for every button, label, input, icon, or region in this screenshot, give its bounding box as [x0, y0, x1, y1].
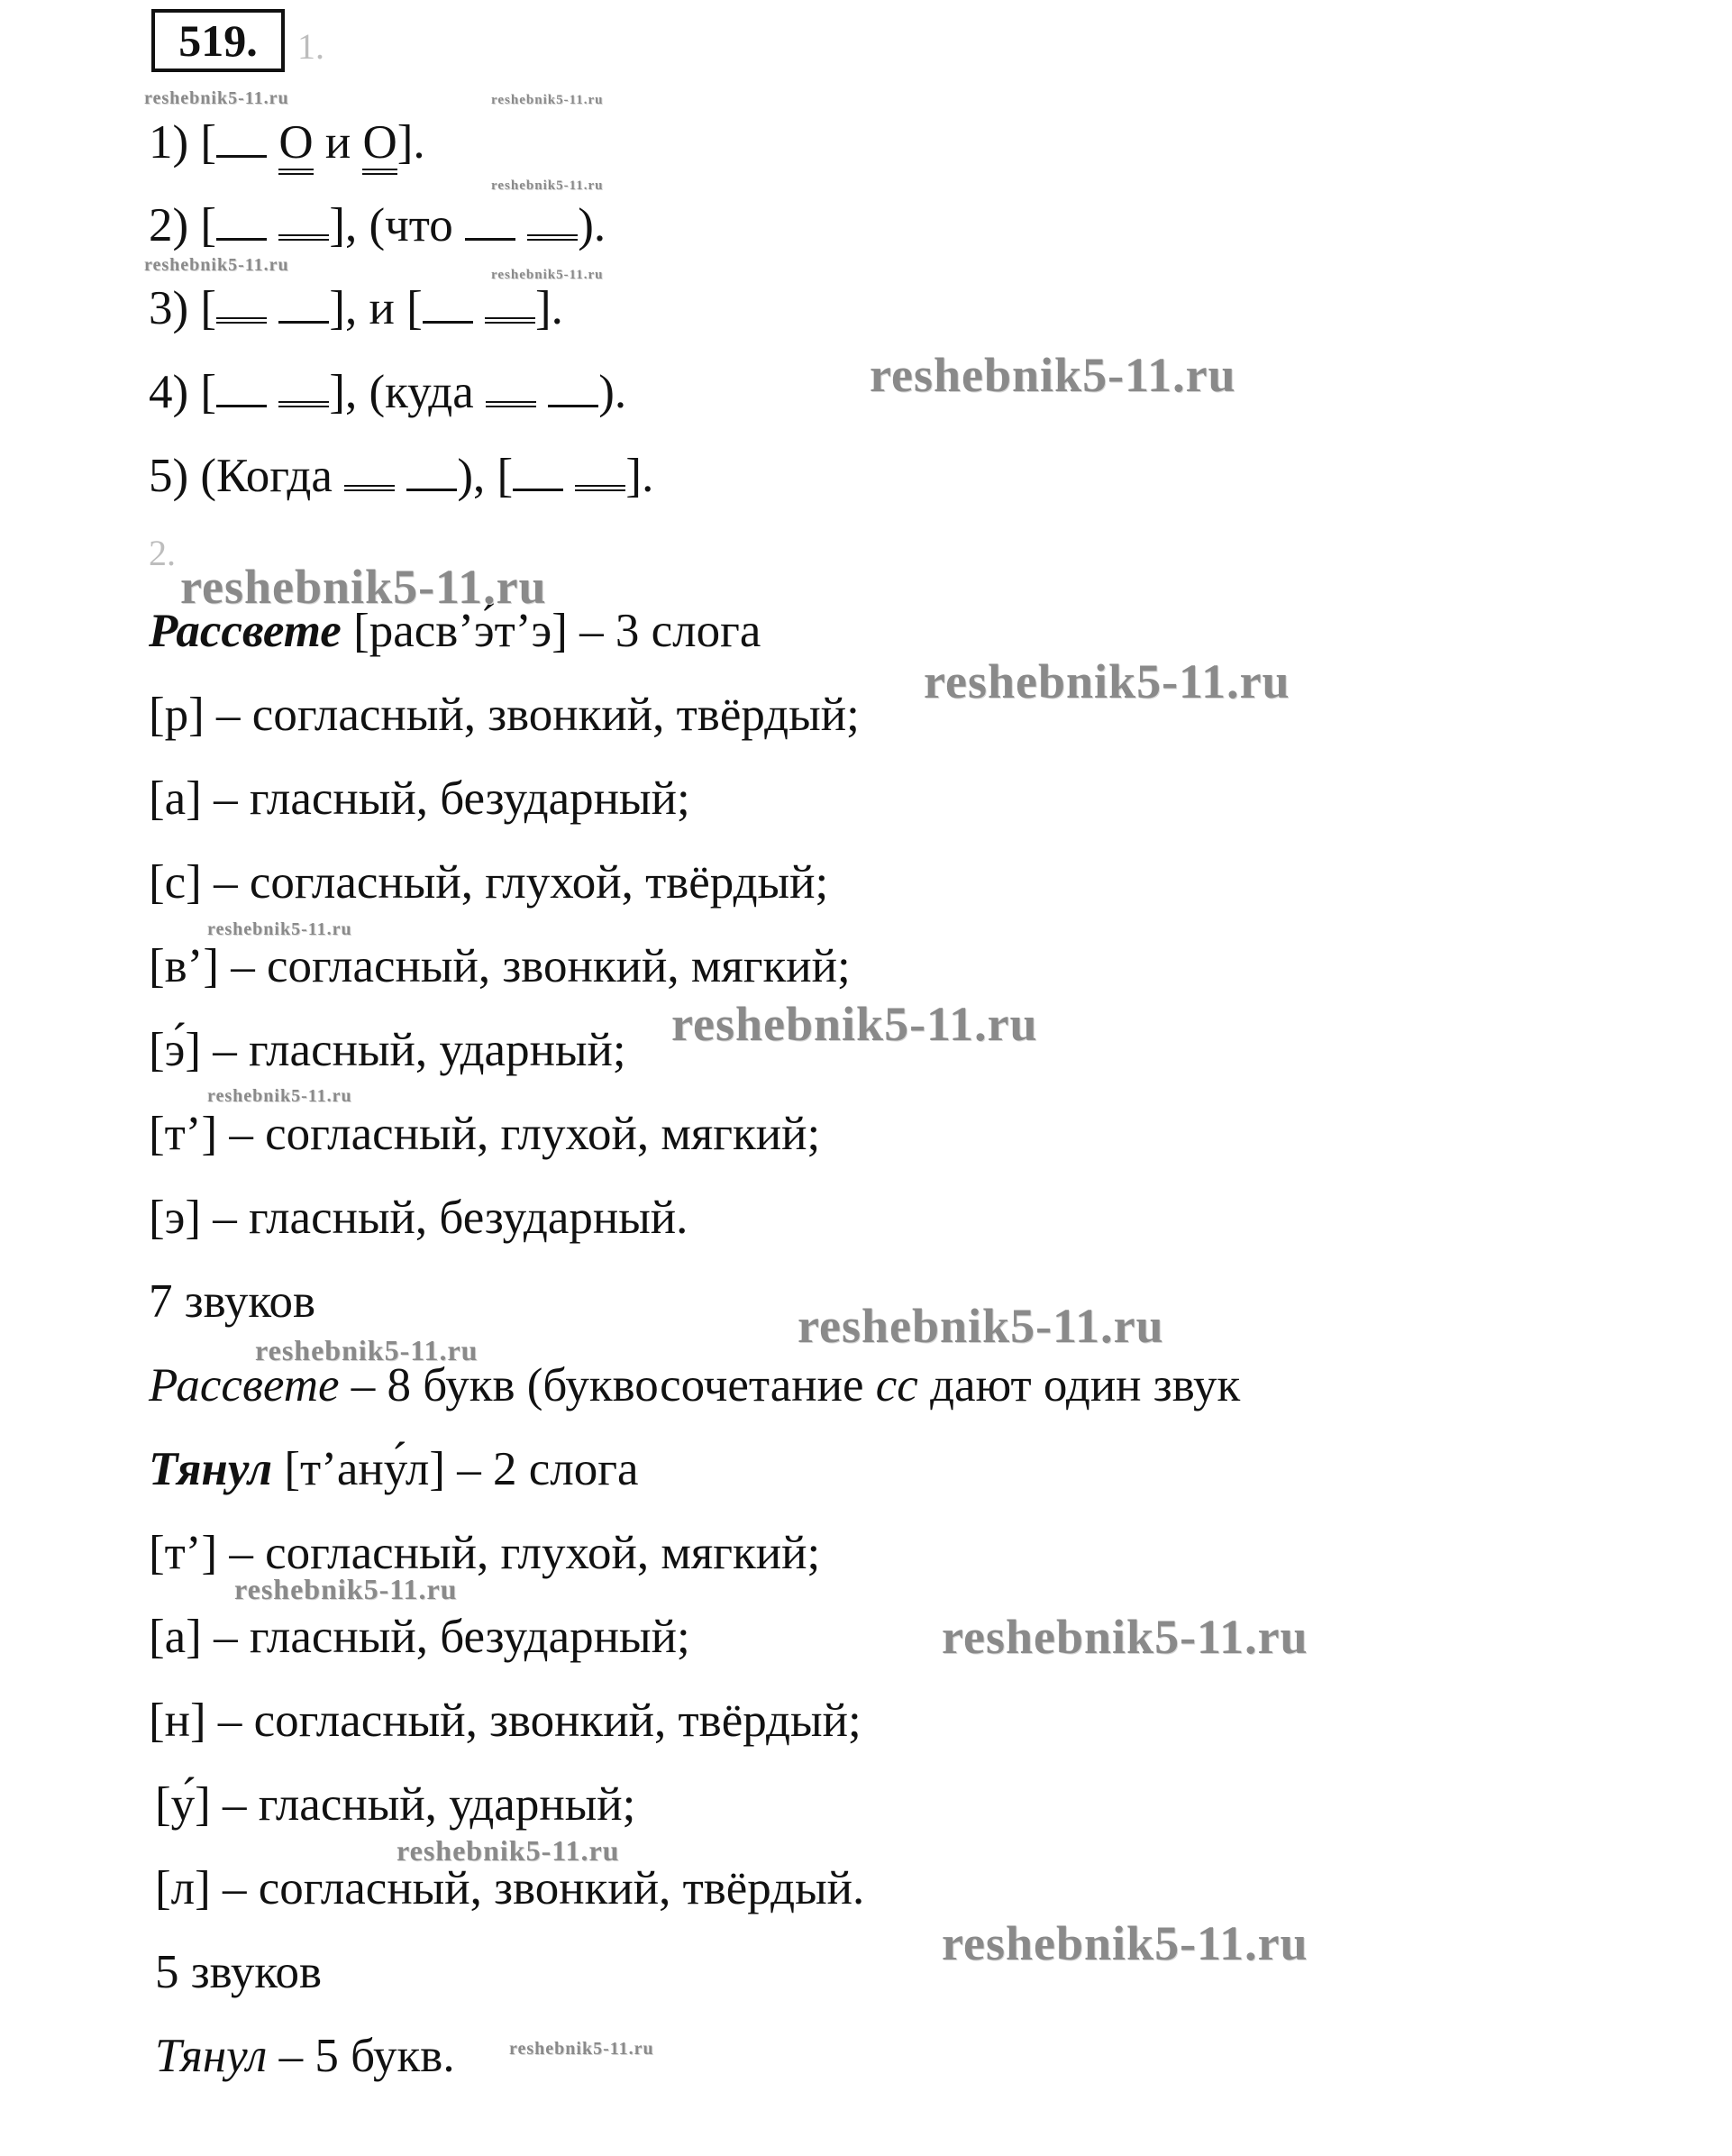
word1-sound-7: [э] – гласный, безударный. — [149, 1192, 688, 1244]
watermark: reshebnik5-11.ru — [671, 997, 1038, 1051]
watermark: reshebnik5-11.ru — [397, 1834, 620, 1867]
watermark: reshebnik5-11.ru — [509, 2039, 654, 2059]
watermark: reshebnik5-11.ru — [207, 919, 352, 939]
subject-line — [465, 204, 515, 241]
watermark: reshebnik5-11.ru — [942, 1610, 1308, 1664]
scheme-4-mid: ], (куда — [329, 366, 487, 418]
task-number-box: 519. — [151, 9, 285, 72]
scheme-1-open: 1) [ — [149, 116, 217, 169]
predicate-line — [344, 451, 395, 491]
word1-sound-count: 7 звуков — [149, 1275, 315, 1328]
scheme-5-open: 5) (Когда — [149, 450, 345, 502]
predicate-line — [527, 200, 578, 241]
homogeneous-predicate-1: О — [278, 116, 313, 175]
word1-sound-1: [р] – согласный, звонкий, твёрдый; — [149, 689, 860, 741]
scheme-4-close: ). — [598, 366, 627, 418]
word1-sound-6: [т’] – согласный, глухой, мягкий; — [149, 1108, 821, 1160]
scheme-2-close: ). — [578, 199, 606, 251]
word2-sound-3: [н] – согласный, звонкий, твёрдый; — [149, 1695, 861, 1747]
word1-title: Рассвете — [149, 605, 342, 657]
scheme-3-mid: ], и [ — [329, 282, 423, 334]
word1-transcription: [расв’э́т’э] – 3 слога — [341, 605, 761, 657]
word1-letters-mid: – 8 букв (буквосочетание — [339, 1359, 876, 1411]
scheme-1-and: и — [313, 116, 363, 169]
word1-sound-5: [э́] – гласный, ударный; — [149, 1024, 626, 1076]
scheme-3-open: 3) [ — [149, 282, 217, 334]
watermark: reshebnik5-11.ru — [491, 93, 604, 107]
watermark: reshebnik5-11.ru — [491, 268, 604, 282]
watermark: reshebnik5-11.ru — [942, 1916, 1308, 1970]
word1-letters-word: Рассвете — [149, 1359, 340, 1411]
word2-sound-5: [л] – согласный, звонкий, твёрдый. — [155, 1862, 865, 1914]
scheme-1 — [149, 115, 425, 169]
scheme-5 — [149, 449, 653, 503]
watermark: reshebnik5-11.ru — [798, 1299, 1164, 1353]
subject-line — [548, 370, 598, 407]
predicate-line — [216, 283, 267, 324]
word2-sound-1: [т’] – согласный, глухой, мягкий; — [149, 1527, 821, 1579]
word1-sound-3: [с] – согласный, глухой, твёрдый; — [149, 856, 829, 909]
scheme-3 — [149, 281, 563, 335]
word2-sound-4: [у́] – гласный, ударный; — [155, 1778, 636, 1831]
scheme-4 — [149, 365, 626, 419]
predicate-line — [575, 451, 625, 491]
word2-heading — [149, 1442, 639, 1496]
watermark: reshebnik5-11.ru — [870, 348, 1236, 402]
homogeneous-predicate-2: О — [362, 116, 397, 175]
scheme-1-close: ]. — [397, 116, 425, 169]
predicate-line — [278, 200, 329, 241]
word1-sound-2: [а] – гласный, безударный; — [149, 772, 690, 825]
watermark: reshebnik5-11.ru — [234, 1573, 458, 1605]
word2-letters-end: – 5 букв. — [267, 2030, 455, 2082]
predicate-line — [278, 367, 329, 407]
predicate-line — [486, 367, 536, 407]
watermark: reshebnik5-11.ru — [255, 1334, 479, 1366]
subject-line — [216, 204, 267, 241]
scheme-2 — [149, 198, 606, 252]
word2-sound-count: 5 звуков — [155, 1946, 322, 1998]
watermark: reshebnik5-11.ru — [180, 560, 547, 614]
word2-sound-2: [а] – гласный, безударный; — [149, 1611, 690, 1663]
part1-label: 1. — [297, 26, 324, 67]
word1-letters-end: дают один звук — [917, 1359, 1241, 1411]
word1-letters-cc: сс — [875, 1359, 918, 1411]
subject-line — [216, 370, 267, 407]
scheme-3-close: ]. — [534, 282, 563, 334]
watermark: reshebnik5-11.ru — [207, 1086, 352, 1106]
subject-line — [278, 287, 329, 324]
word2-letters — [155, 2029, 455, 2083]
scheme-4-open: 4) [ — [149, 366, 217, 418]
scheme-2-mid: ], (что — [329, 199, 465, 251]
watermark: reshebnik5-11.ru — [144, 88, 289, 108]
watermark: reshebnik5-11.ru — [924, 654, 1290, 708]
watermark: reshebnik5-11.ru — [144, 255, 289, 275]
predicate-line — [485, 283, 535, 324]
part2-label: 2. — [149, 533, 176, 573]
subject-line — [216, 121, 267, 158]
subject-line — [423, 287, 473, 324]
word1-sound-4: [в’] – согласный, звонкий, мягкий; — [149, 940, 851, 992]
word2-letters-word: Тянул — [155, 2030, 268, 2082]
scheme-5-close: ]. — [625, 450, 654, 502]
scheme-2-open: 2) [ — [149, 199, 217, 251]
subject-line — [513, 454, 563, 491]
word2-title: Тянул — [149, 1443, 273, 1495]
word2-transcription: [т’ану́л] – 2 слога — [272, 1443, 639, 1495]
watermark: reshebnik5-11.ru — [491, 178, 604, 193]
subject-line — [406, 454, 457, 491]
scheme-5-mid: ), [ — [457, 450, 514, 502]
